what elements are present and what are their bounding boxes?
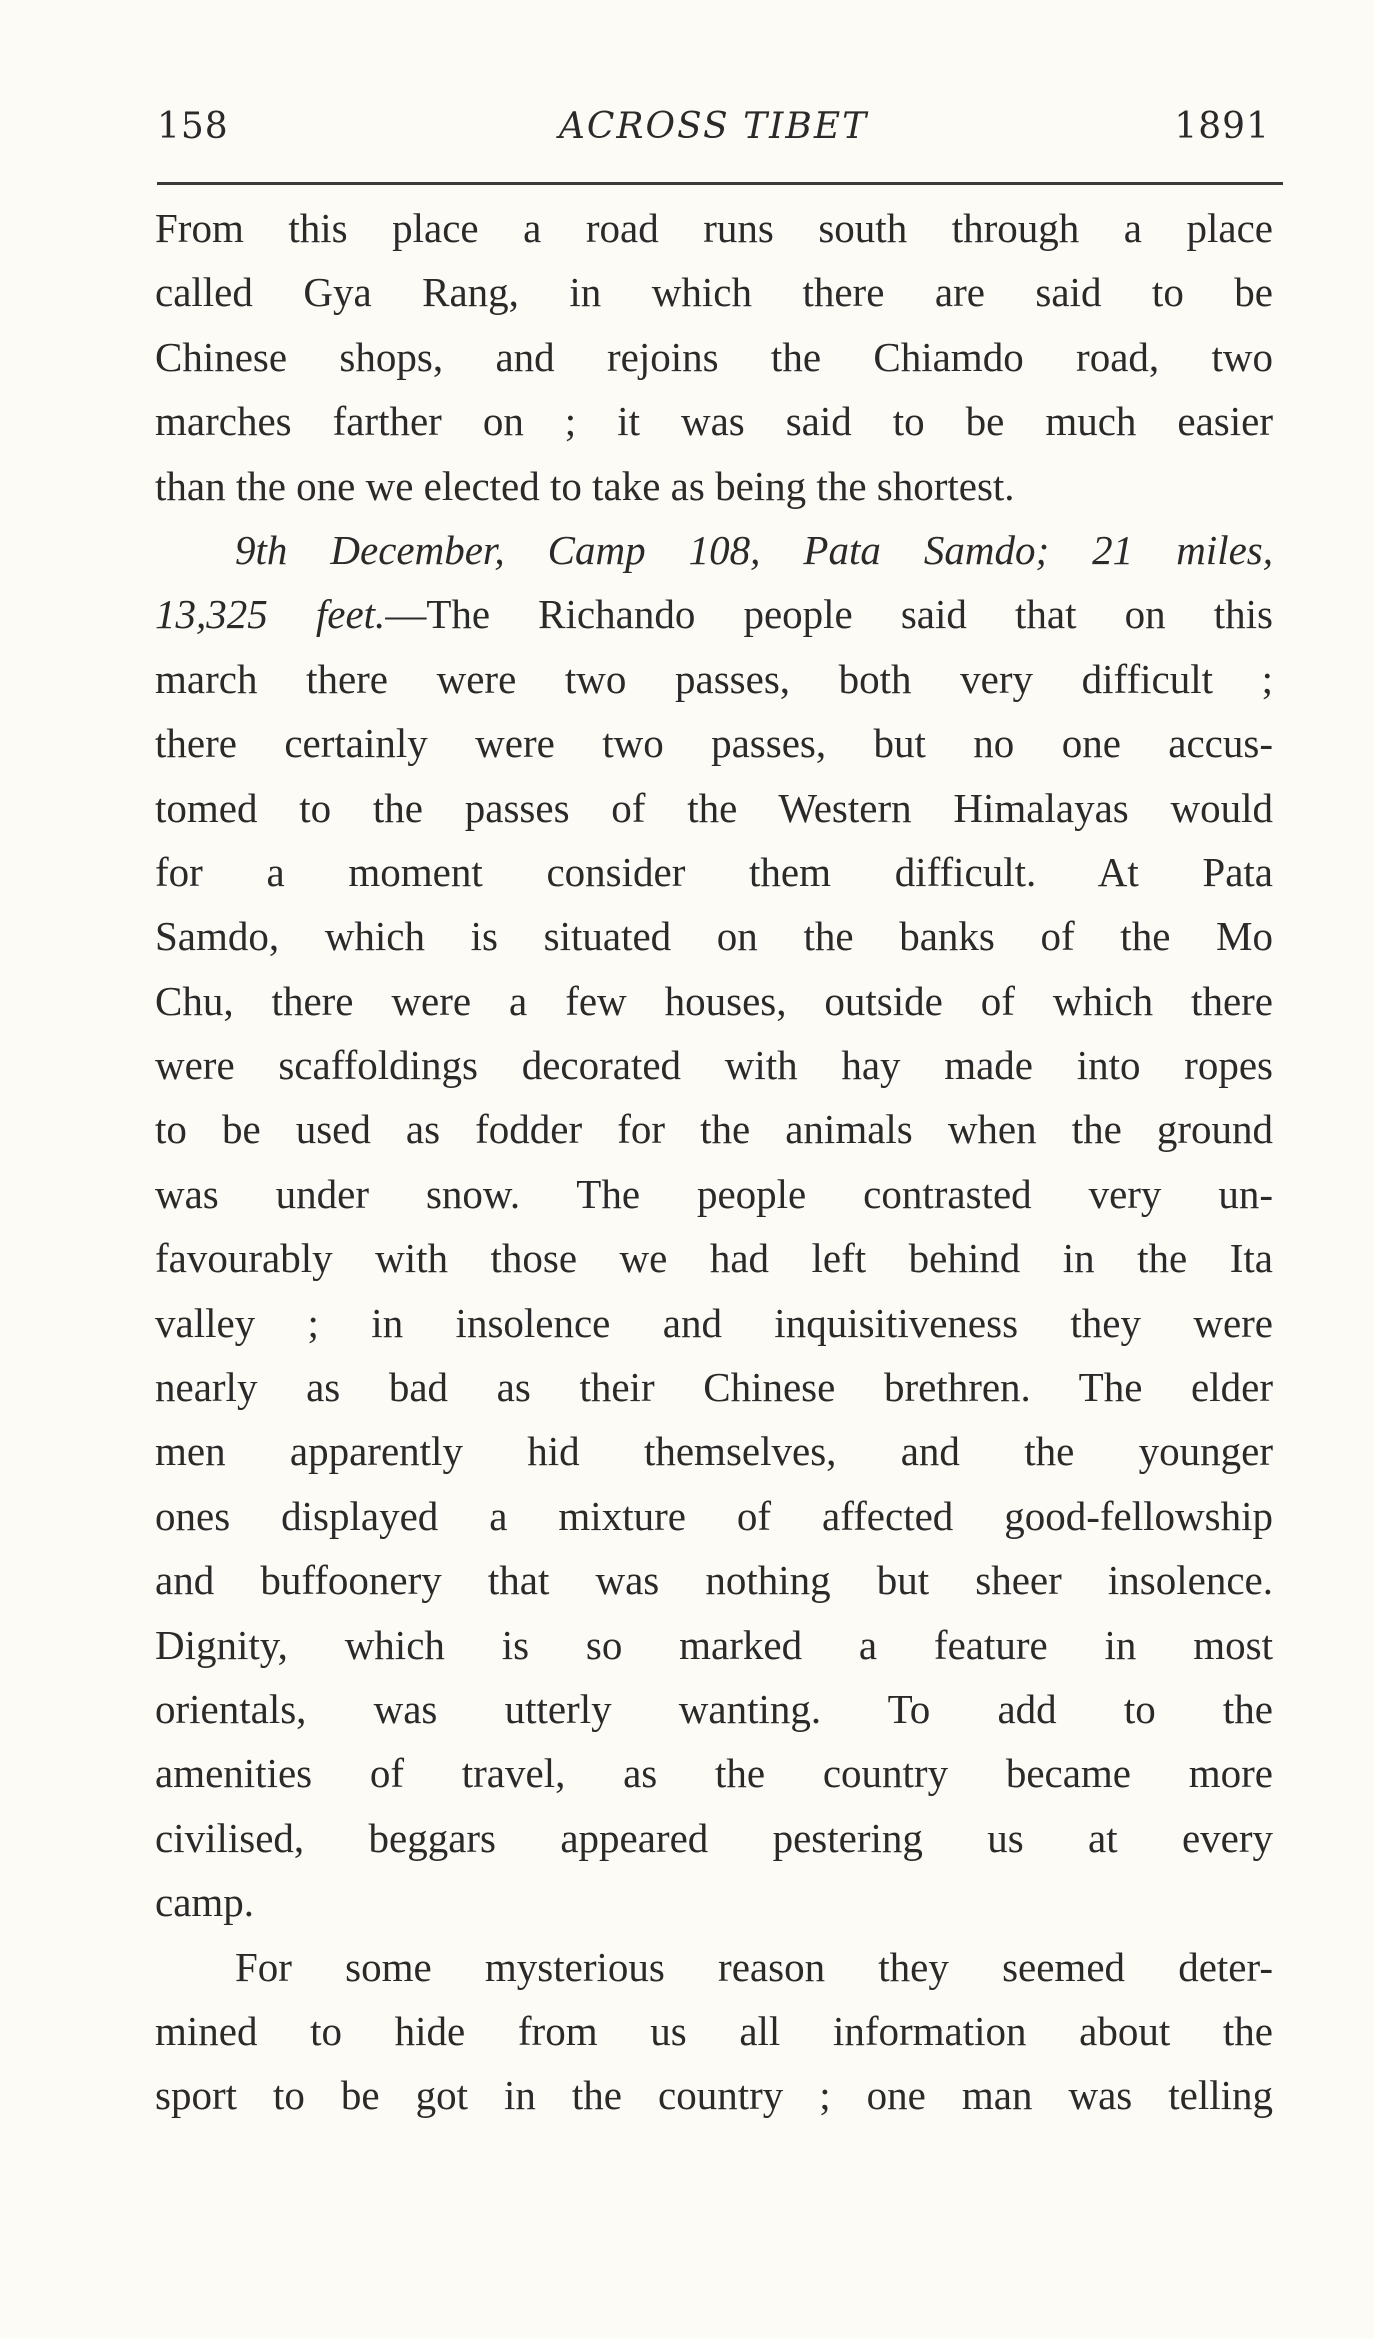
header-rule [157,182,1283,185]
text-line: marches farther on ; it was said to be much easier [155,398,1273,445]
running-head [157,106,1270,166]
text-line: called Gya Rang, in which there are said to be [155,269,1273,316]
text-line: For some mysterious reason they seemed deter- [235,1943,1273,1990]
text-line: camp. [155,1879,255,1926]
text-line: mined to hide from us all information about the [155,2007,1273,2054]
text-line: valley ; in insolence and inquisitiveness they were [155,1299,1273,1346]
text-line: march there were two passes, both very difficult ; [155,655,1273,702]
text-line: favourably with those we had left behind in the Ita [155,1235,1273,1282]
text-line: From this place a road runs south through a place [155,205,1273,251]
body-text [155,196,1273,2128]
text-line: ones displayed a mixture of affected good-fellowship [155,1492,1273,1539]
text-line: for a moment consider them difficult. At Pata [155,848,1273,895]
entry-heading-continuation: 13,325 feet. [155,591,386,638]
text-line: there certainly were two passes, but no one accus- [155,720,1273,767]
text-line: to be used as fodder for the animals when the ground [155,1106,1273,1153]
text-line: were scaffoldings decorated with hay made into ropes [155,1042,1273,1089]
running-title: ACROSS TIBET [558,106,869,147]
page-number: 158 [157,106,229,147]
text-line: orientals, was utterly wanting. To add to the [155,1685,1273,1732]
text-line: civilised, beggars appeared pestering us at every [155,1814,1273,1861]
text-line: Dignity, which is so marked a feature in most [155,1621,1273,1668]
text-line: tomed to the passes of the Western Himalayas would [155,784,1273,831]
text-line: Chu, there were a few houses, outside of which there [155,977,1273,1024]
running-year: 1891 [1174,106,1270,147]
entry-heading-line: 9th December, Camp 108, Pata Samdo; 21 miles, [235,526,1273,573]
text-line: was under snow. The people contrasted very un- [155,1170,1273,1217]
text-line: Chinese shops, and rejoins the Chiamdo road, two [155,333,1273,380]
text-line: sport to be got in the country ; one man was telling [155,2072,1273,2119]
text-line: than the one we elected to take as being the shortest. [155,462,1015,509]
text-line: Samdo, which is situated on the banks of the Mo [155,913,1273,960]
text-line: amenities of travel, as the country became more [155,1750,1273,1797]
text-line: men apparently hid themselves, and the younger [155,1428,1273,1475]
text-line: nearly as bad as their Chinese brethren. The elder [155,1364,1273,1411]
entry-heading-line-2 [155,582,1273,646]
text-line: and buffoonery that was nothing but sheer insolence. [155,1557,1273,1604]
entry-text-start: —The Richando people said that on this [385,591,1273,638]
